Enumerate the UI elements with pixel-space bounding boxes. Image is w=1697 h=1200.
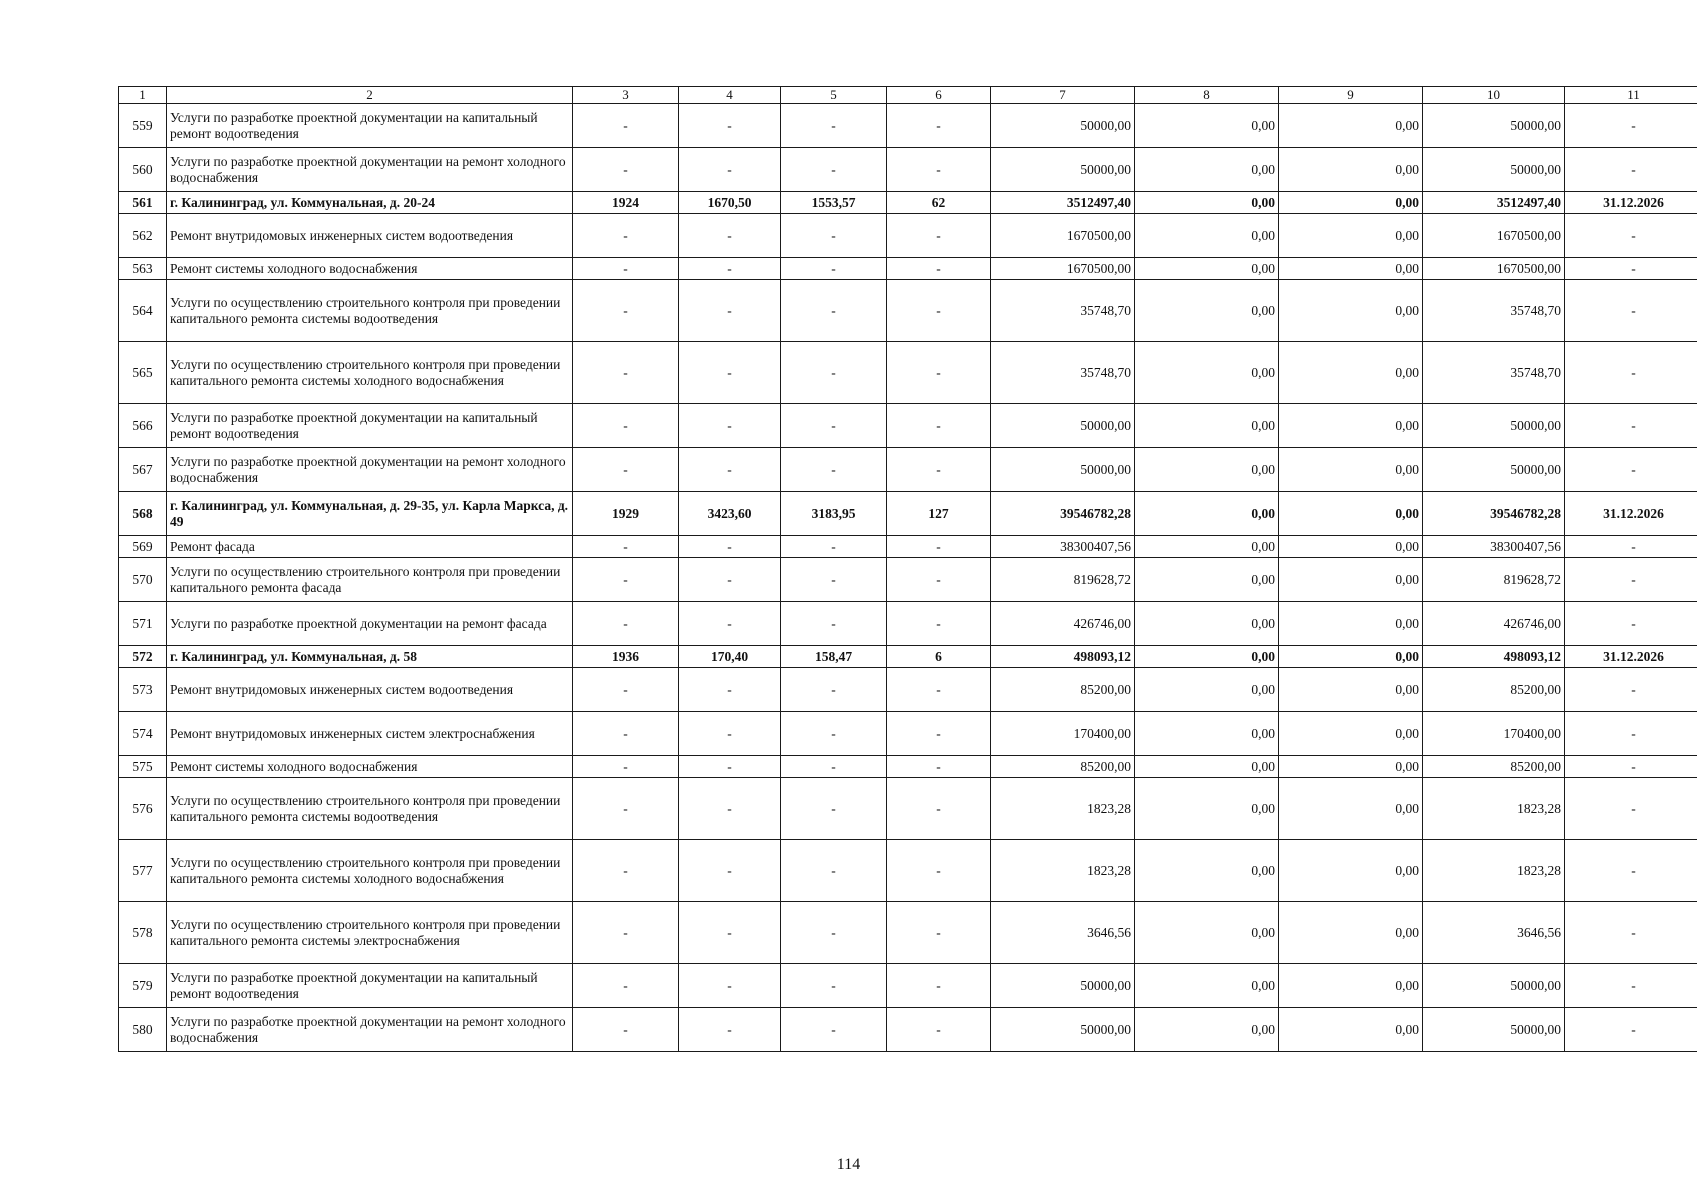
value-cell: 498093,12 bbox=[991, 646, 1135, 668]
value-cell: - bbox=[573, 258, 679, 280]
value-cell: 0,00 bbox=[1279, 602, 1423, 646]
value-cell: 85200,00 bbox=[1423, 756, 1565, 778]
row-number-cell: 562 bbox=[119, 214, 167, 258]
column-header: 5 bbox=[781, 87, 887, 104]
value-cell: 38300407,56 bbox=[1423, 536, 1565, 558]
value-cell: - bbox=[781, 558, 887, 602]
value-cell: - bbox=[781, 342, 887, 404]
value-cell: - bbox=[573, 964, 679, 1008]
description-cell: Ремонт внутридомовых инженерных систем водоотведения bbox=[167, 214, 573, 258]
value-cell: 0,00 bbox=[1135, 558, 1279, 602]
table-row bbox=[119, 214, 1697, 258]
value-cell: - bbox=[679, 280, 781, 342]
value-cell: 0,00 bbox=[1279, 536, 1423, 558]
table-row bbox=[119, 448, 1697, 492]
value-cell: 50000,00 bbox=[1423, 404, 1565, 448]
value-cell: 0,00 bbox=[1135, 668, 1279, 712]
row-number-cell: 577 bbox=[119, 840, 167, 902]
value-cell: - bbox=[781, 902, 887, 964]
value-cell: 170,40 bbox=[679, 646, 781, 668]
value-cell: - bbox=[887, 964, 991, 1008]
value-cell: - bbox=[887, 1008, 991, 1052]
value-cell: 39546782,28 bbox=[991, 492, 1135, 536]
value-cell: - bbox=[887, 104, 991, 148]
table-row bbox=[119, 258, 1697, 280]
value-cell: 1553,57 bbox=[781, 192, 887, 214]
value-cell: 35748,70 bbox=[991, 280, 1135, 342]
value-cell: - bbox=[1565, 756, 1697, 778]
value-cell: 0,00 bbox=[1279, 902, 1423, 964]
value-cell: 170400,00 bbox=[1423, 712, 1565, 756]
value-cell: 31.12.2026 bbox=[1565, 646, 1697, 668]
value-cell: - bbox=[573, 602, 679, 646]
value-cell: - bbox=[887, 778, 991, 840]
value-cell: 0,00 bbox=[1135, 404, 1279, 448]
value-cell: 0,00 bbox=[1135, 342, 1279, 404]
value-cell: 127 bbox=[887, 492, 991, 536]
value-cell: 50000,00 bbox=[991, 104, 1135, 148]
value-cell: - bbox=[887, 602, 991, 646]
value-cell: - bbox=[1565, 668, 1697, 712]
value-cell: - bbox=[679, 964, 781, 1008]
value-cell: 0,00 bbox=[1135, 214, 1279, 258]
value-cell: 0,00 bbox=[1279, 840, 1423, 902]
value-cell: - bbox=[781, 258, 887, 280]
value-cell: 819628,72 bbox=[991, 558, 1135, 602]
column-header: 9 bbox=[1279, 87, 1423, 104]
value-cell: - bbox=[573, 756, 679, 778]
table-row bbox=[119, 104, 1697, 148]
table-row bbox=[119, 342, 1697, 404]
value-cell: - bbox=[1565, 342, 1697, 404]
value-cell: 50000,00 bbox=[991, 448, 1135, 492]
value-cell: - bbox=[679, 148, 781, 192]
address-row bbox=[119, 492, 1697, 536]
value-cell: - bbox=[573, 342, 679, 404]
value-cell: 0,00 bbox=[1135, 192, 1279, 214]
value-cell: - bbox=[887, 558, 991, 602]
table-row bbox=[119, 280, 1697, 342]
table-row bbox=[119, 778, 1697, 840]
value-cell: 31.12.2026 bbox=[1565, 492, 1697, 536]
row-number-cell: 560 bbox=[119, 148, 167, 192]
value-cell: 0,00 bbox=[1279, 558, 1423, 602]
value-cell: 1929 bbox=[573, 492, 679, 536]
value-cell: 1670500,00 bbox=[1423, 258, 1565, 280]
value-cell: 3183,95 bbox=[781, 492, 887, 536]
value-cell: - bbox=[679, 214, 781, 258]
row-number-cell: 567 bbox=[119, 448, 167, 492]
row-number-cell: 580 bbox=[119, 1008, 167, 1052]
value-cell: - bbox=[781, 964, 887, 1008]
table-row bbox=[119, 756, 1697, 778]
value-cell: - bbox=[679, 602, 781, 646]
value-cell: 0,00 bbox=[1279, 148, 1423, 192]
value-cell: 0,00 bbox=[1279, 646, 1423, 668]
table-row bbox=[119, 964, 1697, 1008]
value-cell: - bbox=[887, 148, 991, 192]
row-number-cell: 570 bbox=[119, 558, 167, 602]
description-cell: Ремонт фасада bbox=[167, 536, 573, 558]
row-number-cell: 578 bbox=[119, 902, 167, 964]
table-row bbox=[119, 148, 1697, 192]
value-cell: - bbox=[679, 404, 781, 448]
value-cell: - bbox=[573, 148, 679, 192]
column-header: 10 bbox=[1423, 87, 1565, 104]
value-cell: 50000,00 bbox=[1423, 448, 1565, 492]
row-number-cell: 575 bbox=[119, 756, 167, 778]
value-cell: - bbox=[679, 536, 781, 558]
value-cell: - bbox=[679, 778, 781, 840]
value-cell: 819628,72 bbox=[1423, 558, 1565, 602]
value-cell: 0,00 bbox=[1279, 712, 1423, 756]
value-cell: 1823,28 bbox=[1423, 840, 1565, 902]
value-cell: - bbox=[887, 258, 991, 280]
value-cell: - bbox=[573, 1008, 679, 1052]
value-cell: - bbox=[887, 668, 991, 712]
description-cell: Услуги по разработке проектной документации на ремонт фасада bbox=[167, 602, 573, 646]
value-cell: 1823,28 bbox=[991, 778, 1135, 840]
value-cell: 50000,00 bbox=[991, 1008, 1135, 1052]
value-cell: 1670,50 bbox=[679, 192, 781, 214]
value-cell: 0,00 bbox=[1279, 448, 1423, 492]
value-cell: - bbox=[781, 280, 887, 342]
document-page bbox=[118, 86, 1664, 1052]
value-cell: 0,00 bbox=[1279, 492, 1423, 536]
value-cell: - bbox=[679, 258, 781, 280]
value-cell: - bbox=[781, 712, 887, 756]
value-cell: 3512497,40 bbox=[991, 192, 1135, 214]
repair-program-table bbox=[118, 86, 1697, 1052]
value-cell: 31.12.2026 bbox=[1565, 192, 1697, 214]
row-number-cell: 568 bbox=[119, 492, 167, 536]
description-cell: г. Калининград, ул. Коммунальная, д. 58 bbox=[167, 646, 573, 668]
value-cell: 0,00 bbox=[1135, 258, 1279, 280]
description-cell: Услуги по осуществлению строительного контроля при проведении капитального ремонта системы холодного водоснабжения bbox=[167, 342, 573, 404]
address-row bbox=[119, 192, 1697, 214]
value-cell: - bbox=[781, 448, 887, 492]
value-cell: 0,00 bbox=[1279, 280, 1423, 342]
value-cell: - bbox=[1565, 964, 1697, 1008]
value-cell: 3646,56 bbox=[991, 902, 1135, 964]
value-cell: - bbox=[1565, 778, 1697, 840]
value-cell: 50000,00 bbox=[991, 404, 1135, 448]
value-cell: - bbox=[573, 404, 679, 448]
value-cell: - bbox=[887, 280, 991, 342]
table-row bbox=[119, 558, 1697, 602]
value-cell: - bbox=[1565, 104, 1697, 148]
value-cell: - bbox=[573, 902, 679, 964]
value-cell: - bbox=[573, 536, 679, 558]
row-number-cell: 563 bbox=[119, 258, 167, 280]
value-cell: 1936 bbox=[573, 646, 679, 668]
value-cell: - bbox=[887, 840, 991, 902]
value-cell: - bbox=[781, 148, 887, 192]
column-header: 4 bbox=[679, 87, 781, 104]
value-cell: 0,00 bbox=[1279, 404, 1423, 448]
description-cell: Услуги по осуществлению строительного контроля при проведении капитального ремонта системы холодного водоснабжения bbox=[167, 840, 573, 902]
value-cell: - bbox=[781, 756, 887, 778]
column-header: 2 bbox=[167, 87, 573, 104]
value-cell: 0,00 bbox=[1135, 756, 1279, 778]
value-cell: 0,00 bbox=[1135, 148, 1279, 192]
value-cell: 0,00 bbox=[1135, 778, 1279, 840]
description-cell: Услуги по разработке проектной документации на капитальный ремонт водоотведения bbox=[167, 964, 573, 1008]
page-number: 114 bbox=[836, 1156, 861, 1173]
row-number-cell: 572 bbox=[119, 646, 167, 668]
value-cell: 0,00 bbox=[1135, 840, 1279, 902]
description-cell: Ремонт системы холодного водоснабжения bbox=[167, 258, 573, 280]
value-cell: 0,00 bbox=[1279, 342, 1423, 404]
value-cell: 85200,00 bbox=[1423, 668, 1565, 712]
value-cell: - bbox=[887, 756, 991, 778]
value-cell: 35748,70 bbox=[1423, 342, 1565, 404]
value-cell: 35748,70 bbox=[1423, 280, 1565, 342]
value-cell: 85200,00 bbox=[991, 668, 1135, 712]
table-row bbox=[119, 902, 1697, 964]
value-cell: 426746,00 bbox=[991, 602, 1135, 646]
value-cell: - bbox=[679, 840, 781, 902]
value-cell: - bbox=[573, 712, 679, 756]
value-cell: 3512497,40 bbox=[1423, 192, 1565, 214]
value-cell: - bbox=[781, 404, 887, 448]
description-cell: Услуги по разработке проектной документации на ремонт холодного водоснабжения bbox=[167, 448, 573, 492]
table-row bbox=[119, 712, 1697, 756]
value-cell: - bbox=[781, 602, 887, 646]
value-cell: - bbox=[781, 668, 887, 712]
value-cell: - bbox=[1565, 602, 1697, 646]
description-cell: Услуги по осуществлению строительного контроля при проведении капитального ремонта системы водоотведения bbox=[167, 280, 573, 342]
table-row bbox=[119, 1008, 1697, 1052]
value-cell: 0,00 bbox=[1135, 902, 1279, 964]
value-cell: 0,00 bbox=[1279, 778, 1423, 840]
value-cell: 50000,00 bbox=[991, 964, 1135, 1008]
value-cell: 0,00 bbox=[1135, 646, 1279, 668]
value-cell: - bbox=[781, 778, 887, 840]
table-row bbox=[119, 404, 1697, 448]
value-cell: 0,00 bbox=[1135, 448, 1279, 492]
value-cell: - bbox=[781, 1008, 887, 1052]
value-cell: 1823,28 bbox=[991, 840, 1135, 902]
value-cell: 3423,60 bbox=[679, 492, 781, 536]
description-cell: Услуги по осуществлению строительного контроля при проведении капитального ремонта фасада bbox=[167, 558, 573, 602]
value-cell: - bbox=[1565, 536, 1697, 558]
value-cell: 0,00 bbox=[1135, 280, 1279, 342]
value-cell: 0,00 bbox=[1135, 964, 1279, 1008]
value-cell: 1670500,00 bbox=[1423, 214, 1565, 258]
value-cell: 62 bbox=[887, 192, 991, 214]
value-cell: 3646,56 bbox=[1423, 902, 1565, 964]
description-cell: Ремонт внутридомовых инженерных систем электроснабжения bbox=[167, 712, 573, 756]
row-number-cell: 579 bbox=[119, 964, 167, 1008]
value-cell: - bbox=[1565, 214, 1697, 258]
value-cell: 0,00 bbox=[1135, 492, 1279, 536]
value-cell: - bbox=[573, 840, 679, 902]
value-cell: - bbox=[679, 448, 781, 492]
description-cell: Услуги по разработке проектной документации на ремонт холодного водоснабжения bbox=[167, 148, 573, 192]
description-cell: г. Калининград, ул. Коммунальная, д. 20-24 bbox=[167, 192, 573, 214]
value-cell: - bbox=[1565, 1008, 1697, 1052]
value-cell: 0,00 bbox=[1135, 712, 1279, 756]
value-cell: 35748,70 bbox=[991, 342, 1135, 404]
column-header: 7 bbox=[991, 87, 1135, 104]
value-cell: - bbox=[1565, 840, 1697, 902]
value-cell: 50000,00 bbox=[1423, 148, 1565, 192]
value-cell: - bbox=[679, 902, 781, 964]
value-cell: - bbox=[887, 712, 991, 756]
row-number-cell: 566 bbox=[119, 404, 167, 448]
value-cell: - bbox=[1565, 148, 1697, 192]
table-row bbox=[119, 536, 1697, 558]
value-cell: - bbox=[679, 342, 781, 404]
row-number-cell: 565 bbox=[119, 342, 167, 404]
value-cell: 0,00 bbox=[1135, 104, 1279, 148]
value-cell: 0,00 bbox=[1135, 602, 1279, 646]
value-cell: - bbox=[679, 668, 781, 712]
description-cell: Услуги по осуществлению строительного контроля при проведении капитального ремонта системы электроснабжения bbox=[167, 902, 573, 964]
value-cell: - bbox=[573, 778, 679, 840]
value-cell: 0,00 bbox=[1279, 258, 1423, 280]
address-row bbox=[119, 646, 1697, 668]
value-cell: 0,00 bbox=[1279, 668, 1423, 712]
row-number-cell: 574 bbox=[119, 712, 167, 756]
value-cell: - bbox=[573, 448, 679, 492]
table-body bbox=[119, 104, 1697, 1052]
column-header: 3 bbox=[573, 87, 679, 104]
value-cell: 0,00 bbox=[1279, 1008, 1423, 1052]
value-cell: - bbox=[679, 712, 781, 756]
value-cell: - bbox=[679, 104, 781, 148]
value-cell: - bbox=[887, 448, 991, 492]
value-cell: 1823,28 bbox=[1423, 778, 1565, 840]
value-cell: - bbox=[1565, 258, 1697, 280]
column-number-row bbox=[119, 87, 1697, 104]
row-number-cell: 559 bbox=[119, 104, 167, 148]
value-cell: - bbox=[887, 342, 991, 404]
value-cell: 50000,00 bbox=[1423, 104, 1565, 148]
value-cell: - bbox=[887, 404, 991, 448]
table-row bbox=[119, 668, 1697, 712]
value-cell: - bbox=[887, 536, 991, 558]
value-cell: 1924 bbox=[573, 192, 679, 214]
value-cell: - bbox=[679, 558, 781, 602]
description-cell: Услуги по разработке проектной документации на капитальный ремонт водоотведения bbox=[167, 404, 573, 448]
value-cell: 0,00 bbox=[1279, 192, 1423, 214]
value-cell: 50000,00 bbox=[1423, 964, 1565, 1008]
row-number-cell: 564 bbox=[119, 280, 167, 342]
value-cell: - bbox=[781, 536, 887, 558]
value-cell: 1670500,00 bbox=[991, 258, 1135, 280]
row-number-cell: 571 bbox=[119, 602, 167, 646]
value-cell: - bbox=[781, 104, 887, 148]
value-cell: - bbox=[887, 902, 991, 964]
value-cell: 50000,00 bbox=[1423, 1008, 1565, 1052]
value-cell: - bbox=[1565, 902, 1697, 964]
value-cell: 0,00 bbox=[1279, 964, 1423, 1008]
column-header: 11 bbox=[1565, 87, 1697, 104]
row-number-cell: 561 bbox=[119, 192, 167, 214]
value-cell: 158,47 bbox=[781, 646, 887, 668]
value-cell: 1670500,00 bbox=[991, 214, 1135, 258]
row-number-cell: 573 bbox=[119, 668, 167, 712]
value-cell: 0,00 bbox=[1279, 214, 1423, 258]
value-cell: - bbox=[573, 668, 679, 712]
value-cell: 50000,00 bbox=[991, 148, 1135, 192]
value-cell: - bbox=[781, 214, 887, 258]
value-cell: - bbox=[1565, 448, 1697, 492]
value-cell: - bbox=[679, 756, 781, 778]
value-cell: 170400,00 bbox=[991, 712, 1135, 756]
value-cell: - bbox=[573, 104, 679, 148]
value-cell: 6 bbox=[887, 646, 991, 668]
value-cell: 498093,12 bbox=[1423, 646, 1565, 668]
description-cell: г. Калининград, ул. Коммунальная, д. 29-35, ул. Карла Маркса, д. 49 bbox=[167, 492, 573, 536]
table-row bbox=[119, 840, 1697, 902]
column-header: 8 bbox=[1135, 87, 1279, 104]
value-cell: - bbox=[679, 1008, 781, 1052]
value-cell: - bbox=[1565, 712, 1697, 756]
value-cell: - bbox=[1565, 280, 1697, 342]
column-header: 1 bbox=[119, 87, 167, 104]
value-cell: 0,00 bbox=[1279, 756, 1423, 778]
value-cell: 0,00 bbox=[1135, 1008, 1279, 1052]
description-cell: Услуги по разработке проектной документации на ремонт холодного водоснабжения bbox=[167, 1008, 573, 1052]
description-cell: Услуги по разработке проектной документации на капитальный ремонт водоотведения bbox=[167, 104, 573, 148]
description-cell: Услуги по осуществлению строительного контроля при проведении капитального ремонта системы водоотведения bbox=[167, 778, 573, 840]
value-cell: 85200,00 bbox=[991, 756, 1135, 778]
value-cell: - bbox=[573, 558, 679, 602]
value-cell: 426746,00 bbox=[1423, 602, 1565, 646]
value-cell: - bbox=[573, 280, 679, 342]
value-cell: - bbox=[781, 840, 887, 902]
value-cell: - bbox=[573, 214, 679, 258]
description-cell: Ремонт внутридомовых инженерных систем водоотведения bbox=[167, 668, 573, 712]
column-header: 6 bbox=[887, 87, 991, 104]
value-cell: 0,00 bbox=[1135, 536, 1279, 558]
value-cell: 0,00 bbox=[1279, 104, 1423, 148]
description-cell: Ремонт системы холодного водоснабжения bbox=[167, 756, 573, 778]
value-cell: - bbox=[887, 214, 991, 258]
value-cell: 39546782,28 bbox=[1423, 492, 1565, 536]
row-number-cell: 576 bbox=[119, 778, 167, 840]
value-cell: - bbox=[1565, 558, 1697, 602]
value-cell: - bbox=[1565, 404, 1697, 448]
table-row bbox=[119, 602, 1697, 646]
value-cell: 38300407,56 bbox=[991, 536, 1135, 558]
row-number-cell: 569 bbox=[119, 536, 167, 558]
